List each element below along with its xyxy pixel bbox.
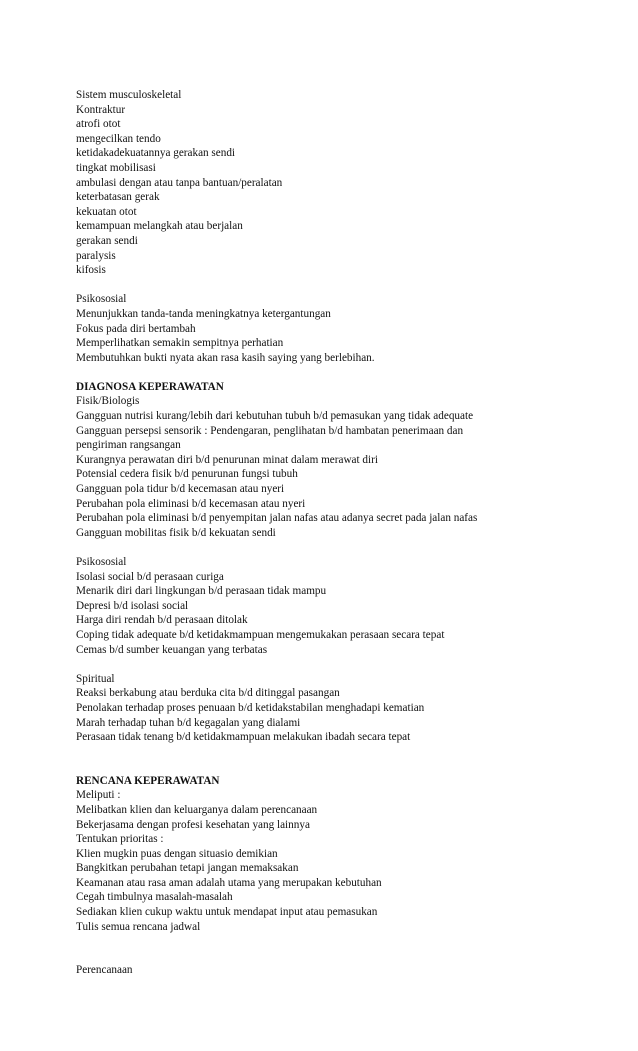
spacer bbox=[76, 934, 616, 963]
text-line: Gangguan pola tidur b/d kecemasan atau nyeri bbox=[76, 483, 285, 496]
text-line: Sistem musculoskeletal bbox=[76, 89, 182, 101]
text-line: Depresi b/d isolasi social bbox=[76, 599, 189, 612]
text-line: Meliputi : bbox=[76, 789, 121, 802]
text-line: Fokus pada diri bertambah bbox=[76, 322, 196, 335]
text-line: mengecilkan tendo bbox=[76, 132, 161, 145]
text-line: Marah terhadap tuhan b/d kegagalan yang dialami bbox=[76, 716, 301, 729]
psikososial-section bbox=[76, 292, 616, 365]
text-line: Menarik diri dari lingkungan b/d perasaan tidak mampu bbox=[76, 585, 327, 598]
text-line: Tentukan prioritas : bbox=[76, 833, 164, 846]
text-line: kemampuan melangkah atau berjalan bbox=[76, 220, 243, 233]
text-line: Penolakan terhadap proses penuaan b/d ketidakstabilan menghadapi kematian bbox=[76, 701, 425, 714]
text-line: gerakan sendi bbox=[76, 234, 138, 247]
text-line: Menunjukkan tanda-tanda meningkatnya ketergantungan bbox=[76, 307, 331, 320]
spacer bbox=[76, 365, 616, 380]
text-line: kekuatan otot bbox=[76, 205, 137, 218]
text-line: Tulis semua rencana jadwal bbox=[76, 920, 201, 933]
diagnosa-section bbox=[76, 380, 616, 745]
text-line: Psikososial bbox=[76, 293, 127, 306]
text-line: Melibatkan klien dan keluarganya dalam perencanaan bbox=[76, 803, 318, 816]
text-line: Gangguan mobilitas fisik b/d kekuatan sendi bbox=[76, 526, 276, 539]
text-line: Perubahan pola eliminasi b/d kecemasan atau nyeri bbox=[76, 497, 306, 510]
text-line: Isolasi social b/d perasaan curiga bbox=[76, 570, 224, 583]
text-line: Gangguan nutrisi kurang/lebih dari kebutuhan tubuh b/d pemasukan yang tidak adequate bbox=[76, 410, 474, 423]
perencanaan-label: Perencanaan bbox=[76, 964, 133, 977]
text-line: Kontraktur bbox=[76, 103, 126, 116]
text-line: pengiriman rangsangan bbox=[76, 439, 181, 452]
spacer bbox=[76, 657, 616, 672]
text-line: Kurangnya perawatan diri b/d penurunan minat dalam merawat diri bbox=[76, 453, 378, 466]
text-line: tingkat mobilisasi bbox=[76, 161, 156, 174]
musculoskeletal-section bbox=[76, 88, 616, 278]
section-heading: RENCANA KEPERAWATAN bbox=[76, 774, 220, 787]
text-line: Perubahan pola eliminasi b/d penyempitan jalan nafas atau adanya secret pada jalan nafas bbox=[76, 512, 478, 525]
text-line: Keamanan atau rasa aman adalah utama yang merupakan kebutuhan bbox=[76, 876, 382, 889]
section-heading: DIAGNOSA KEPERAWATAN bbox=[76, 380, 224, 393]
text-line: Psikososial bbox=[76, 556, 127, 568]
text-line: Bangkitkan perubahan tetapi jangan memaksakan bbox=[76, 862, 299, 875]
text-line: Harga diri rendah b/d perasaan ditolak bbox=[76, 614, 248, 627]
text-line: Potensial cedera fisik b/d penurunan fungsi tubuh bbox=[76, 468, 298, 481]
spacer bbox=[76, 278, 616, 293]
document-page bbox=[76, 88, 616, 978]
text-line: Cegah timbulnya masalah-masalah bbox=[76, 891, 233, 904]
text-line: Memperlihatkan semakin sempitnya perhatian bbox=[76, 337, 284, 350]
text-line: Klien mugkin puas dengan situasio demikian bbox=[76, 847, 278, 860]
text-line: Fisik/Biologis bbox=[76, 395, 140, 408]
text-line: Coping tidak adequate b/d ketidakmampuan mengemukakan perasaan secara tepat bbox=[76, 628, 445, 641]
text-line: paralysis bbox=[76, 249, 116, 262]
text-line: ketidakadekuatannya gerakan sendi bbox=[76, 147, 236, 160]
text-line: Reaksi berkabung atau berduka cita b/d ditinggal pasangan bbox=[76, 687, 340, 700]
text-line: Cemas b/d sumber keuangan yang terbatas bbox=[76, 643, 268, 656]
text-line: Gangguan persepsi sensorik : Pendengaran, penglihatan b/d hambatan penerimaan dan bbox=[76, 424, 464, 437]
text-line: atrofi otot bbox=[76, 118, 121, 131]
text-line: Perasaan tidak tenang b/d ketidakmampuan melakukan ibadah secara tepat bbox=[76, 731, 411, 744]
text-line: Membutuhkan bukti nyata akan rasa kasih saying yang berlebihan. bbox=[76, 351, 375, 364]
text-line: kifosis bbox=[76, 264, 106, 277]
text-line: ambulasi dengan atau tanpa bantuan/peralatan bbox=[76, 176, 283, 189]
rencana-section bbox=[76, 774, 616, 935]
text-line: Sediakan klien cukup waktu untuk mendapat input atau pemasukan bbox=[76, 906, 378, 919]
spacer bbox=[76, 745, 616, 774]
text-line: Bekerjasama dengan profesi kesehatan yang lainnya bbox=[76, 818, 310, 831]
text-line: Spiritual bbox=[76, 672, 115, 685]
spacer bbox=[76, 540, 616, 555]
text-line: keterbatasan gerak bbox=[76, 191, 160, 204]
